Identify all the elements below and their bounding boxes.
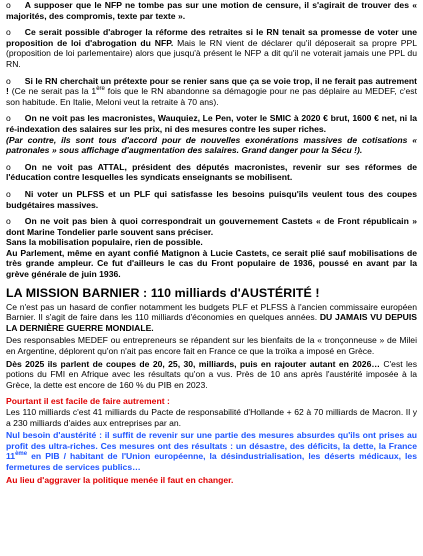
bullet-marker: o [6, 188, 11, 199]
paragraph-1: o A supposer que le NFP ne tombe pas sur une motion de censure, il s'agirait de trouver des « majorités, des compromis, texte par texte ». [6, 0, 417, 21]
section-title: LA MISSION BARNIER : 110 milliards d'AUSTÉRITÉ ! [6, 285, 320, 300]
paragraph-5: o On ne voit pas ATTAL, président des députés macronistes, revenir sur ses réformes de l'éducation contre lesquelles les syndicats enseignants se mobilisent. [6, 161, 417, 183]
paragraph-3: o Si le RN cherchait un prétexte pour se renier sans que ça se voie trop, il ne ferait pas autrement ! (Ce ne serait pas la 1ère fois que le RN abandonne sa démagogie pour ne pas déplaire au MEDEF, c'est son habitude. En Italie, Meloni veut la retraite à 70 ans). [6, 75, 417, 107]
paragraph-6: o Ni voter un PLFSS et un PLF qui satisfasse les besoins puisqu'ils veulent tous des coupes budgétaires massives. [6, 188, 417, 210]
bullet-marker: o [6, 161, 11, 172]
bullet-marker: o [6, 27, 11, 38]
bullet-marker: o [6, 0, 11, 10]
section-paragraph-3: Dès 2025 ils parlent de coupes de 20, 25, 30, milliards, puis en rajouter autant en 2026… C'est les potions du FMI en Afrique avec les résultats qu'on a vus. Près de 10 ans après l'austérité imposée à la Grèce, la dette est encore de 160 % du PIB en 2023. [6, 358, 418, 390]
section-paragraph-4: Pourtant il est facile de faire autrement : Les 110 milliards c'est 41 milliards du Pacte de responsabilité d'Hollande + 62 à 70 milliards de Macron. Il y a 230 milliards d'aides aux entreprises par an. [6, 396, 417, 428]
paragraph-7: o On ne voit pas bien à quoi correspondrait un gouvernement Castets « de Front républicain » dont Marine Tondelier parle souvent sans préciser. Sans la mobilisation populaire, rien de possible. Au Parlement, même en ayant confié Matignon à Lucie Castets, ce serait plié sauf mobilisations de très grande ampleur. Ce fut d'ailleurs le cas du Front populaire de 1936, poussé en avant par la grève générale de juin 1936. [6, 216, 417, 280]
bullet-marker: o [6, 113, 11, 124]
bullet-marker: o [6, 216, 11, 227]
bullet-marker: o [6, 75, 11, 86]
paragraph-4: o On ne voit pas les macronistes, Wauquiez, Le Pen, voter le SMIC à 2020 € brut, 1600 € net, ni la ré-indexation des salaires sur les prix, ni des mesures contre les super riches. (Par contre, ils sont tous d'accord pour de nouvelles exonérations massives de cotisations « patronales » sous affichage d'augmentation des salaires. Grand danger pour la Sécu !). [6, 113, 417, 156]
section-paragraph-5: Nul besoin d'austérité : il suffit de revenir sur une partie des mesures absurdes qu'ils ont prises au profit des ultra-riches. Ces mesures ont des résultats : un désastre, des déficits, la dette, la France 11ème en PIB / habitant de l'Union européenne, la désindustrialisation, les déserts médicaux, les fermetures de services publics… [6, 430, 417, 472]
section-paragraph-1: Ce n'est pas un hasard de confier notamment les budgets PLF et PLFSS à l'ancien commissaire européen Barnier. Il s'agit de faire dans les 110 milliards d'économies en quelques années. DU JAMAIS VU DEPUIS LA DERNIÈRE GUERRE MONDIALE. [6, 301, 417, 333]
paragraph-2: o Ce serait possible d'abroger la réforme des retraites si le RN tenait sa promesse de voter une proposition de loi d'abrogation du NFP. Mais le RN vient de déclarer qu'il déposerait sa propre PPL (proposition de loi parlementaire) alors que jusqu'à présent le NFP a dit qu'il ne voterait jamais une PPL du RN. [6, 27, 417, 69]
section-paragraph-6: Au lieu d'aggraver la politique menée il faut en changer. [6, 474, 234, 485]
section-paragraph-2: Des responsables MEDEF ou entrepreneurs se répandent sur les bienfaits de la « tronçonneuse » de Milei en Argentine, déplorent qu'on n'ait pas encore fait en France ce que la troïka a imposé en Grèce. [6, 335, 417, 357]
